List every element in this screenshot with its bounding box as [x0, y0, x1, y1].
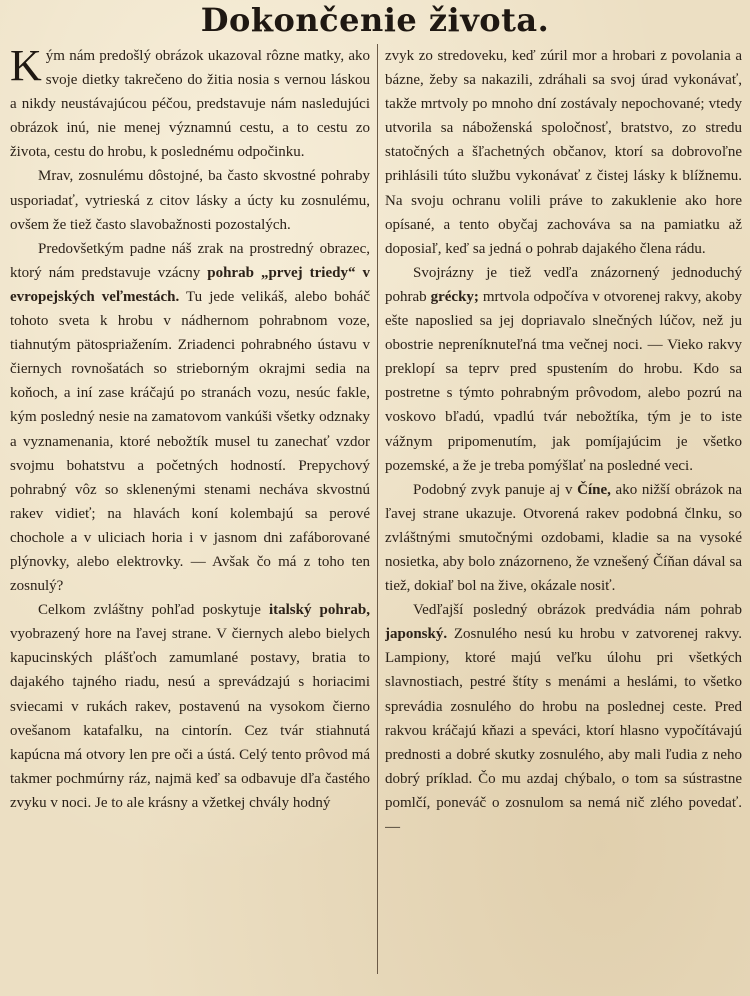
article-title: Dokončenie života. — [200, 1, 550, 39]
paragraph-first-class-funeral — [10, 237, 370, 598]
left-column — [10, 44, 370, 989]
paragraph-intro-text: ým nám predošlý obrázok ukazoval rôzne matky, ako svoje dietky takrečeno do žitia nosia s vernou láskou a nikdy neustávajúcou péčou, predstavuje nám nasledujúci obrázok inú, nie menej významnú cestu, a to cestu zo života, cestu do hrobu, k poslednému odpočinku. — [10, 48, 370, 161]
text-run: Zosnulého nesú ku hrobu v zatvorenej rakvy. Lampiony, ktoré majú veľku úlohu pri všetkých slavnostiach, pestré štíty s menámi a heslámi, to všetko sprevádia zosnulého do hrobu na poslednej ceste. Pred rakvou kráčajú kňazi a speváci, ktorí hlasno vypočítávajú prednosti a dobré skutky zosnulého, aby mali ľudia z neho dobrý príklad. Čo mu azdaj chýbalo, o tom sa sústrastne pomlčí, poneváč o zosnulom sa nemá nič zlého povedať. — — [385, 626, 742, 835]
text-run: vyobrazený hore na ľavej strane. V čiernych alebo bielych kapucinských plášťoch zamumlané postavy, bratia to dajakého tajného riadu, nesú a sprevádzajú s horiacimi sviecami v rukách rakev, postavenú na vysokom čierno ovešanom katafalku, na cintorín. Cez tvár stiahnutá kapúcna má otvory len pre oči a ústá. Celý tento prôvod má takmer pochmúrny ráz, najmä keď sa odbavuje dľa častého zvyku v noci. Je to ale krásny a vžetkej chvály hodný — [10, 626, 370, 811]
paragraph-japanese-funeral — [385, 598, 742, 839]
text-run: Tu jede velikáš, alebo boháč tohoto sveta k hrobu v nádhernom pohrabnom voze, tiahnutým pätospriažením. Zriadenci pohrabného ústavu v čiernych rovnošatách so strieborným okrajmi sedia na koňoch, a iní zase kráčajú po stranách vozu, nesúc fakle, kým posledný nesie na zamatovom vankúši všetky odznaky a vyznamenania, ktoré nebožtík musel tu zanechať vzdor svojmu bohatstvu a početných hodností. Prepychový pohrabný vôz so sklenenými stenami necháva skvostnú rakev vidieť; na hlavách koní kolembajú sa perové chochole a v uliciach horia i v jasnom dni zafáborované plýnovky, alebo elektrovky. — Avšak čo má z toho ten zosnulý? — [10, 288, 370, 595]
bold-run: grécky; — [430, 288, 479, 305]
text-run: Celkom zvláštny pohľad poskytuje — [38, 602, 269, 619]
text-run: Vedľajší posledný obrázok predvádia nám pohrab — [413, 602, 742, 619]
paragraph-continuation: zvyk zo stredoveku, keď zúril mor a hrobari z povolania a bázne, žeby sa nakazili, zdráhali sa svoj úrad vykonávať, takže mrtvoly po mnoho dní zostávaly nepochované; vtedy utvorila sa náboženská spoločnosť, bratstvo, zo stredu statočných a šľachetných občanov, ktorí sa dobrovoľne prihlásili túto službu vykonávať z čistej lásky k blížnemu. Na svoju ochranu volili práve to zakuklenie ako hore opísané, a tento obyčaj zachováva sa na pamiatku až doposiaľ, keď sa jedná o pohrab dajakého člena rádu. — [385, 48, 742, 257]
text-run: Predovšetkým padne náš zrak na prostredný obrazec, ktorý nám predstavuje vzácny — [10, 240, 370, 281]
right-column — [385, 44, 742, 989]
paragraph-chinese-funeral — [385, 478, 742, 598]
bold-run: Číne, — [577, 481, 611, 498]
paragraph-italian-funeral — [10, 598, 370, 815]
text-run: Svojrázny je tiež vedľa znázornený jednoduchý pohrab — [385, 264, 742, 305]
text-run: mrtvola odpočíva v otvorenej rakvy, akoby ešte naposlied sa jej dopriavalo slnečných lúčov, než ju obostrie nepreníknuteľná tma večnej noci. — Vieko rakvy preklopí sa teprv pred spustením do hrobu. Kdo sa postretne s týmto pohrabným prôvodom, alebo pozrú na voskovo bľadú, vpadlú tvár nebožtíka, tým je to iste vážnym pripomenutím, jak pomíjajúcim je všetko pozemské, a že je treba pomýšlať na posledné veci. — [385, 288, 742, 474]
text-run: ako nižší obrázok na ľavej strane ukazuje. Otvorená rakev podobná člnku, so zvláštnými smutočnými ozdobami, kladie sa na vysoké nosietka, aby bolo znázornenо, že vznešený Číňan dával sa tiež, dokiaľ bol na žive, okázale nosiť. — [385, 481, 742, 595]
bold-run: italský pohrab, — [268, 602, 370, 619]
bold-run: japonský. — [385, 626, 448, 643]
column-divider — [377, 44, 378, 974]
bold-run: pohrab „prvej triedy“ v evropejských veľmestách. — [10, 264, 370, 305]
text-run: Podobný zvyk panuje aj v — [413, 481, 578, 498]
drop-cap: K — [10, 44, 42, 90]
paragraph-custom: Mrav, zosnulému dôstojné, ba často skvostné pohraby usporiadať, vytrieská z citov lásky a úcty ku zosnulému, ovšem že tiež často slavobažnosti pozostalých. — [10, 168, 370, 233]
paragraph-intro — [10, 44, 370, 164]
paragraph-greek-funeral — [385, 261, 742, 478]
